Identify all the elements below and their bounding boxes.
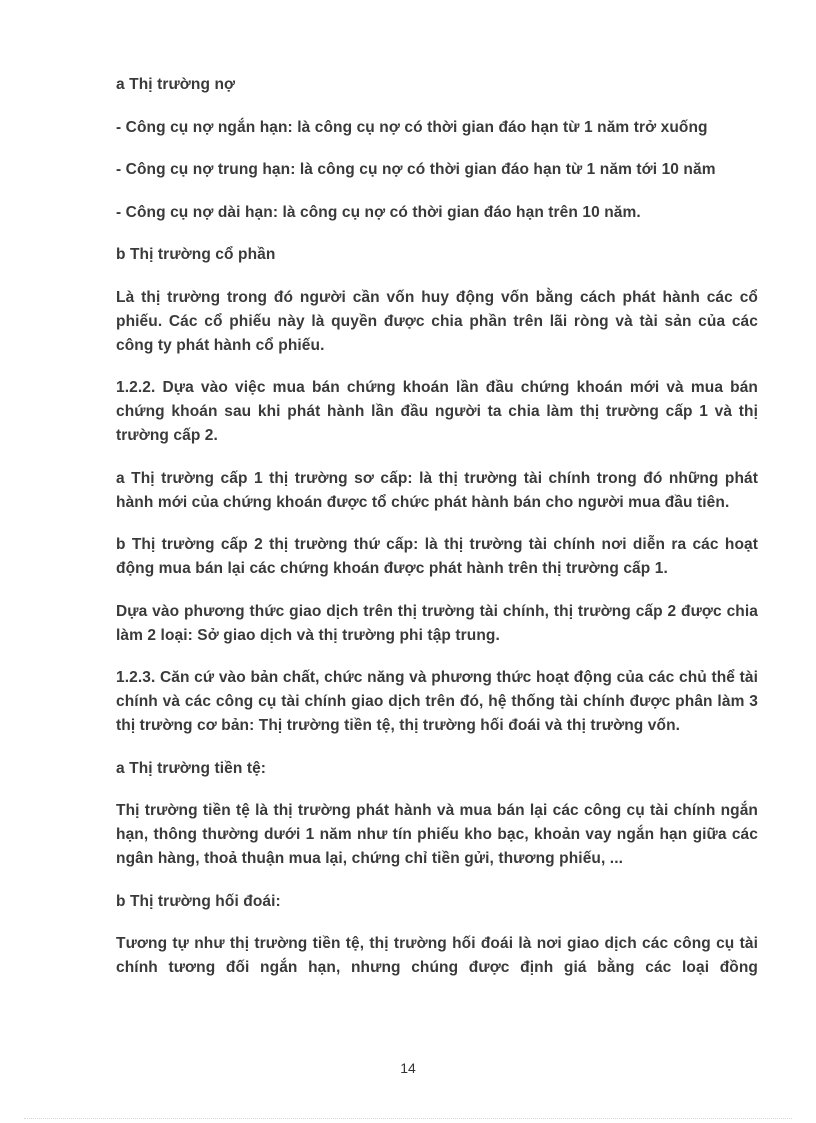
paragraph-foreign-exchange-market: Tương tự như thị trường tiền tệ, thị trường hối đoái là nơi giao dịch các công cụ tài chính tương đối ngắn hạn, nhưng chúng được định giá bằng các loại đồng (116, 935, 758, 976)
paragraph-equity-market: Là thị trường trong đó người cần vốn huy động vốn bằng cách phát hành các cổ phiếu. Các cổ phiếu này là quyền được chia phần trên lãi ròng và tài sản của các công ty phát hành cổ phiếu. (116, 288, 758, 354)
paragraph-section-1-2-2: 1.2.2. Dựa vào việc mua bán chứng khoán lần đầu chứng khoán mới và mua bán chứng khoán sau khi phát hành lần đầu người ta chia làm thị trường cấp 1 và thị trường cấp 2. (116, 379, 758, 444)
paragraph-long-term-debt: - Công cụ nợ dài hạn: là công cụ nợ có thời gian đáo hạn trên 10 năm. (116, 203, 641, 221)
paragraph-primary-market: a Thị trường cấp 1 thị trường sơ cấp: là thị trường tài chính trong đó những phát hành mới của chứng khoán được tổ chức phát hành bán cho người mua đầu tiên. (116, 469, 758, 511)
heading-money-market: a Thị trường tiền tệ: (116, 759, 267, 777)
heading-debt-market: a Thị trường nợ (116, 76, 236, 93)
paragraph-secondary-market-types: Dựa vào phương thức giao dịch trên thị trường tài chính, thị trường cấp 2 được chia làm 2 loại: Sở giao dịch và thị trường phi tập trung. (116, 602, 758, 644)
paragraph-money-market: Thị trường tiền tệ là thị trường phát hành và mua bán lại các công cụ tài chính ngắn hạn, thông thường dưới 1 năm như tín phiếu kho bạc, khoản vay ngắn hạn giữa các ngân hàng, thoả thuận mua lại, chứng chỉ tiền gửi, thương phiếu, ... (116, 802, 758, 867)
heading-equity-market: b Thị trường cổ phần (116, 246, 276, 263)
paragraph-short-term-debt: - Công cụ nợ ngắn hạn: là công cụ nợ có thời gian đáo hạn từ 1 năm trở xuống (116, 118, 708, 136)
paragraph-secondary-market: b Thị trường cấp 2 thị trường thứ cấp: là thị trường tài chính nơi diễn ra các hoạt động mua bán lại các chứng khoán được phát hành trên thị trường cấp 1. (116, 536, 758, 577)
document-body (116, 73, 758, 999)
paragraph-section-1-2-3: 1.2.3. Căn cứ vào bản chất, chức năng và phương thức hoạt động của các chủ thể tài chính và các công cụ tài chính giao dịch trên đó, hệ thống tài chính được phân làm 3 thị trường cơ bản: Thị trường tiền tệ, thị trường hối đoái và thị trường vốn. (116, 669, 758, 734)
heading-foreign-exchange-market: b Thị trường hối đoái: (116, 892, 281, 910)
page-number: 14 (400, 1060, 416, 1076)
paragraph-medium-term-debt: - Công cụ nợ trung hạn: là công cụ nợ có thời gian đáo hạn từ 1 năm tới 10 năm (116, 161, 716, 178)
page-bottom-divider (24, 1118, 792, 1119)
